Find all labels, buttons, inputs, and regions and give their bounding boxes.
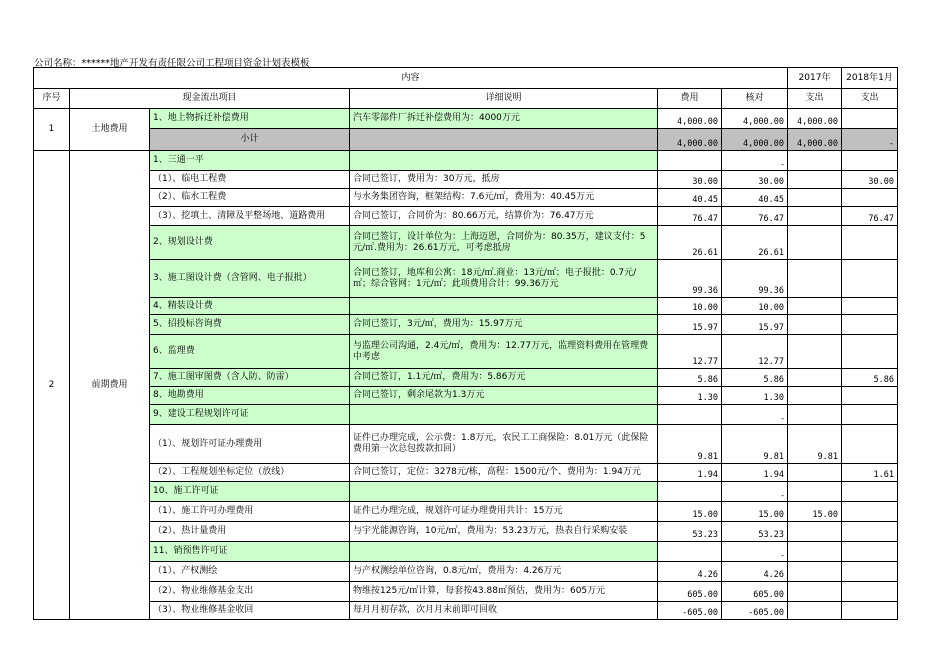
detail-cell: 合同已签订，定位：3278元/栋，高程：1500元/个、费用为：1.94万元 [350,464,658,482]
pay2018-cell [842,482,898,502]
pay2017-cell [788,387,842,405]
item-cell: （1）、临电工程费 [150,171,350,189]
table-row [34,298,898,315]
pay2018-cell [842,189,898,207]
pay2018-cell: 76.47 [842,207,898,226]
table-row [34,315,898,335]
item-cell: 2、规划设计费 [150,226,350,260]
pay2017-cell [788,335,842,369]
item-cell: 1、地上物拆迁补偿费用 [150,109,350,129]
check-cell: 76.47 [722,207,788,226]
item-cell: 4、精装设计费 [150,298,350,315]
pay2018-cell [842,502,898,522]
check-cell: 26.61 [722,226,788,260]
item-cell: （1）、施工许可办理费用 [150,502,350,522]
pay2018-cell [842,582,898,602]
pay2017-cell [788,369,842,387]
pay2017-cell [788,189,842,207]
table-row [34,582,898,602]
table-row [34,335,898,369]
check-cell: 53.23 [722,522,788,542]
table-row [34,207,898,226]
check-cell: 15.00 [722,502,788,522]
cost-cell: 30.00 [658,171,722,189]
group-seq: 2 [34,151,70,620]
pay2018-cell [842,542,898,562]
item-cell: 5、招投标咨询费 [150,315,350,335]
check-cell: - [722,405,788,425]
pay2017-cell: 4,000.00 [788,109,842,129]
cost-cell: 53.23 [658,522,722,542]
detail-cell: 与水务集团咨询，框架结构：7.6元/㎡，费用为：40.45万元 [350,189,658,207]
item-cell: （3）、挖填土、清障及平整场地、道路费用 [150,207,350,226]
pay2017-cell [788,464,842,482]
pay2018-cell [842,425,898,464]
detail-cell: 汽车零部件厂拆迁补偿费用为：4000万元 [350,109,658,129]
company-title: 公司名称：******地产开发有责任限公司工程项目资金计划表模板 [34,58,310,69]
item-cell: （2）、工程规划坐标定位（放线） [150,464,350,482]
check-cell: -605.00 [722,602,788,620]
pay2018-cell [842,387,898,405]
check-cell: 99.36 [722,260,788,298]
table-row [34,482,898,502]
cost-cell: 99.36 [658,260,722,298]
pay2017-cell [788,582,842,602]
table-row [34,260,898,298]
pay2018-cell [842,315,898,335]
detail-cell: 物维按125元/㎡计算，每套按43.88㎡预估，费用为：605万元 [350,582,658,602]
item-cell: 8、地勘费用 [150,387,350,405]
detail-cell [350,405,658,425]
check-cell: 30.00 [722,171,788,189]
check-cell: 5.86 [722,369,788,387]
table-row [34,171,898,189]
table-row [34,542,898,562]
cost-cell: -605.00 [658,602,722,620]
cost-cell: 9.81 [658,425,722,464]
detail-cell [350,482,658,502]
cost-cell [658,482,722,502]
pay2018-cell: 5.86 [842,369,898,387]
detail-cell: 与产权测绘单位咨询，0.8元/㎡，费用为：4.26万元 [350,562,658,582]
check-cell: 10.00 [722,298,788,315]
table-row [34,369,898,387]
pay2017-cell [788,405,842,425]
item-cell: 11、销预售许可证 [150,542,350,562]
subtotal-row [34,129,898,151]
table-row [34,502,898,522]
check-cell: 4.26 [722,562,788,582]
cost-cell: 26.61 [658,226,722,260]
check-cell: 15.97 [722,315,788,335]
cost-cell: 4,000.00 [658,109,722,129]
detail-cell [350,298,658,315]
detail-cell: 合同已签订，费用为：30万元，抵房 [350,171,658,189]
group-name: 土地费用 [70,109,150,151]
header-year-2017: 2017年 [788,68,842,89]
pay2017-cell [788,171,842,189]
detail-cell [350,129,658,151]
cost-cell [658,151,722,171]
pay2018-cell [842,335,898,369]
header-content: 内容 [34,68,788,89]
cost-cell: 40.45 [658,189,722,207]
header-pay-2018: 支出 [842,89,898,109]
item-cell: （3）、物业维修基金收回 [150,602,350,620]
pay2017-cell [788,298,842,315]
detail-cell: 证件已办理完成，公示费：1.8万元，农民工工商保险：8.01万元（此保险费用第一次总包拨款扣回） [350,425,658,464]
header-pay-2017: 支出 [788,89,842,109]
item-cell: 3、施工图设计费（含管网、电子报批） [150,260,350,298]
check-cell: 605.00 [722,582,788,602]
check-cell: 4,000.00 [722,129,788,151]
detail-cell [350,151,658,171]
group-name: 前期费用 [70,151,150,620]
table-row [34,189,898,207]
header-detail: 详细说明 [350,89,658,109]
table-row [34,151,898,171]
item-cell: 1、三通一平 [150,151,350,171]
check-cell: 1.94 [722,464,788,482]
pay2018-cell [842,298,898,315]
cost-cell: 12.77 [658,335,722,369]
pay2018-cell [842,405,898,425]
item-cell: 7、施工图审图费（含人防、防雷） [150,369,350,387]
cost-cell: 605.00 [658,582,722,602]
cost-cell [658,542,722,562]
pay2018-cell [842,151,898,171]
cost-cell: 10.00 [658,298,722,315]
pay2018-cell: 1.61 [842,464,898,482]
table-row [34,562,898,582]
header-item: 现金流出项目 [70,89,350,109]
detail-cell: 合同已签订，合同价为：80.66万元，结算价为：76.47万元 [350,207,658,226]
pay2018-cell: 30.00 [842,171,898,189]
pay2018-cell [842,602,898,620]
detail-cell: 与宇光能源咨询，10元/㎡，费用为：53.23万元，热表自行采购安装 [350,522,658,542]
header-seq: 序号 [34,89,70,109]
item-cell: （1）、产权测绘 [150,562,350,582]
pay2017-cell [788,562,842,582]
pay2017-cell [788,522,842,542]
item-cell: 6、监理费 [150,335,350,369]
table-row [34,109,898,129]
header-row-1 [34,68,898,89]
item-cell: （2）、热计量费用 [150,522,350,542]
cost-cell: 15.97 [658,315,722,335]
table-row [34,405,898,425]
cost-cell: 76.47 [658,207,722,226]
pay2017-cell [788,542,842,562]
pay2017-cell [788,260,842,298]
cost-cell: 5.86 [658,369,722,387]
check-cell: 12.77 [722,335,788,369]
pay2017-cell [788,226,842,260]
detail-cell: 每月月初存款，次月月末前即可回收 [350,602,658,620]
cost-cell [658,405,722,425]
table-row [34,602,898,620]
check-cell: - [722,151,788,171]
pay2017-cell [788,151,842,171]
pay2018-cell [842,260,898,298]
detail-cell: 与监理公司沟通，2.4元/㎡，费用为：12.77万元，监理资料费用在管理费中考虑 [350,335,658,369]
pay2017-cell: 9.81 [788,425,842,464]
check-cell: 1.30 [722,387,788,405]
detail-cell: 合同已签订，地库和公寓：18元/㎡.商业：13元/㎡；电子报批：0.7元/㎡；综合管网：1元/㎡；此项费用合计：99.36万元 [350,260,658,298]
pay2017-cell [788,482,842,502]
item-cell: （2）、临水工程费 [150,189,350,207]
pay2017-cell [788,207,842,226]
pay2018-cell [842,522,898,542]
item-cell: 10、施工许可证 [150,482,350,502]
detail-cell: 合同已签订，1.1元/㎡，费用为：5.86万元 [350,369,658,387]
pay2017-cell: 15.00 [788,502,842,522]
detail-cell: 合同已签订，3元/㎡，费用为：15.97万元 [350,315,658,335]
header-cost: 费用 [658,89,722,109]
cost-cell: 1.94 [658,464,722,482]
cost-cell: 4,000.00 [658,129,722,151]
header-check: 核对 [722,89,788,109]
detail-cell: 合同已签订，设计单位为：上海迈恩，合同价为：80.35万，建议支付：5元/㎡.费用为：26.61万元，可考虑抵房 [350,226,658,260]
group-seq: 1 [34,109,70,151]
cost-cell: 15.00 [658,502,722,522]
pay2017-cell [788,315,842,335]
subtotal-label: 小计 [150,129,350,151]
pay2018-cell [842,562,898,582]
pay2017-cell [788,602,842,620]
table-row [34,226,898,260]
table-row [34,425,898,464]
detail-cell: 证件已办理完成，规划许可证办理费用共计：15万元 [350,502,658,522]
check-cell: 4,000.00 [722,109,788,129]
cost-cell: 1.30 [658,387,722,405]
pay2017-cell: 4,000.00 [788,129,842,151]
header-row-2 [34,89,898,109]
detail-cell [350,542,658,562]
pay2018-cell [842,226,898,260]
table-row [34,387,898,405]
check-cell: - [722,542,788,562]
fund-plan-table [33,67,898,620]
check-cell: - [722,482,788,502]
check-cell: 9.81 [722,425,788,464]
item-cell: 9、建设工程规划许可证 [150,405,350,425]
table-row [34,464,898,482]
table-row [34,522,898,542]
pay2018-cell [842,109,898,129]
check-cell: 40.45 [722,189,788,207]
pay2018-cell: - [842,129,898,151]
item-cell: （1）、规划许可证办理费用 [150,425,350,464]
item-cell: （2）、物业维修基金支出 [150,582,350,602]
detail-cell: 合同已签订，剩余尾款为1.3万元 [350,387,658,405]
cost-cell: 4.26 [658,562,722,582]
header-month-2018-1: 2018年1月 [842,68,898,89]
